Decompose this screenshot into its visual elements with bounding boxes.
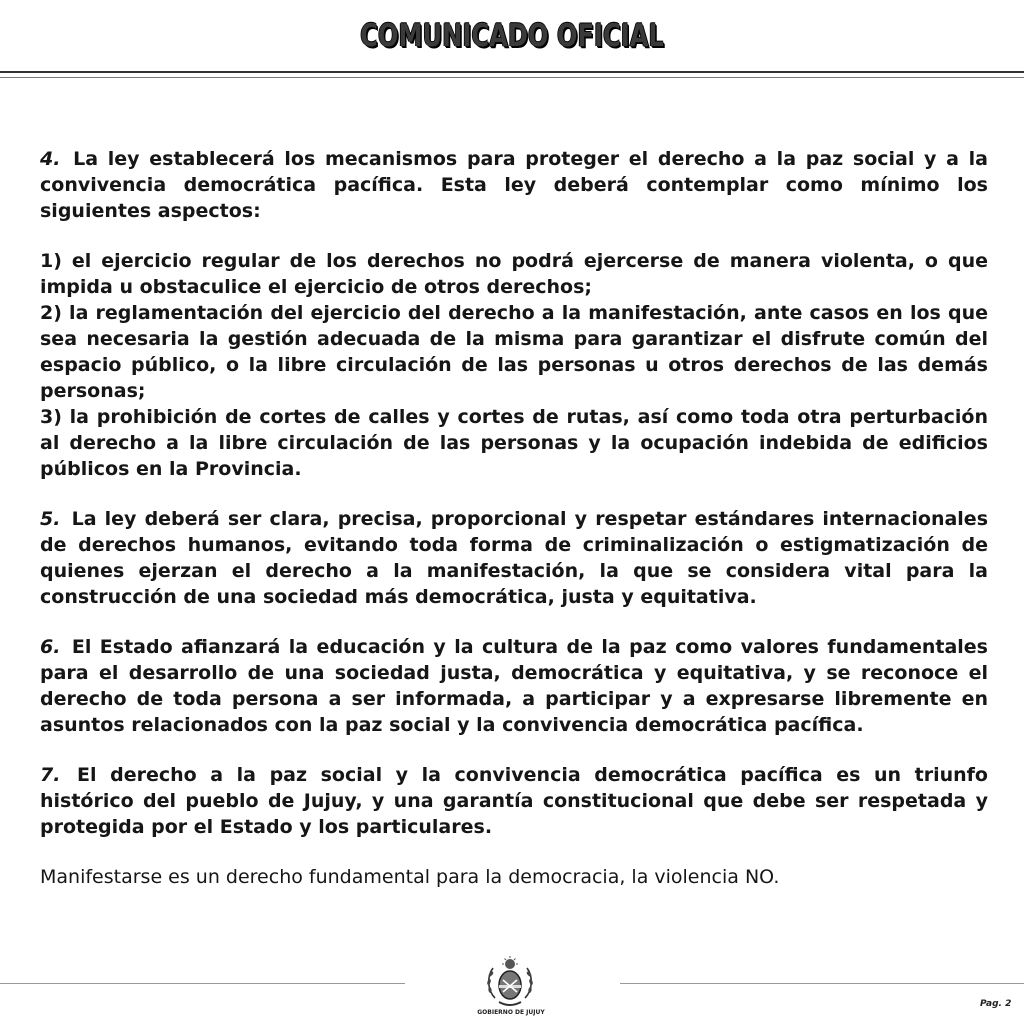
article-6 — [40, 634, 988, 738]
footer-divider-right — [620, 983, 1024, 984]
article-text: La ley deberá ser clara, precisa, proporcional y respetar estándares internacionales de derechos humanos, evitando toda forma de criminalización o estigmatización de quienes ejerzan el derecho a la manifestación, la que se considera vital para la construcción de una sociedad más democrática, justa y equitativa. — [40, 508, 988, 608]
article-5 — [40, 506, 988, 610]
document-body — [40, 146, 988, 914]
article-number: 7. — [40, 764, 61, 786]
crest-label: GOBIERNO DE JUJUY — [477, 1009, 545, 1016]
header-divider-thin — [0, 77, 1024, 78]
footer-divider-left — [0, 983, 405, 984]
closing-statement: Manifestarse es un derecho fundamental para la democracia, la violencia NO. — [40, 866, 780, 888]
page-title: COMUNICADO OFICIAL — [360, 18, 664, 54]
list-item: 1) el ejercicio regular de los derechos no podrá ejercerse de manera violenta, o que impida u obstaculice el ejercicio de otros derechos; — [40, 250, 988, 298]
list-item: 2) la reglamentación del ejercicio del derecho a la manifestación, ante casos en los que sea necesaria la gestión adecuada de la misma para garantizar el disfrute común del espacio público, o la libre circulación de las personas u otros derechos de las demás personas; — [40, 302, 988, 402]
header-divider — [0, 71, 1024, 73]
article-number: 5. — [40, 508, 61, 530]
article-number: 4. — [40, 148, 61, 170]
list-item: 3) la prohibición de cortes de calles y cortes de rutas, así como toda otra perturbación al derecho a la libre circulación de las personas y la ocupación indebida de edificios públicos en la Provincia. — [40, 406, 988, 480]
provincial-crest-icon — [481, 954, 539, 1012]
article-text: La ley establecerá los mecanismos para proteger el derecho a la paz social y a la convivencia democrática pacífica. Esta ley deberá contemplar como mínimo los siguientes aspectos: — [40, 148, 988, 222]
article-7 — [40, 762, 988, 840]
article-number: 6. — [40, 636, 61, 658]
page-number: Pag. 2 — [980, 999, 1012, 1009]
article-text: El Estado afianzará la educación y la cultura de la paz como valores fundamentales para el desarrollo de una sociedad justa, democrática y equitativa, y se reconoce el derecho de toda persona a ser informada, a participar y a expresarse libremente en asuntos relacionados con la paz social y la convivencia democrática pacífica. — [40, 636, 988, 736]
article-4 — [40, 146, 988, 224]
article-text: El derecho a la paz social y la convivencia democrática pacífica es un triunfo histórico del pueblo de Jujuy, y una garantía constitucional que debe ser respetada y protegida por el Estado y los particulares. — [40, 764, 988, 838]
article-4-list — [40, 248, 988, 482]
